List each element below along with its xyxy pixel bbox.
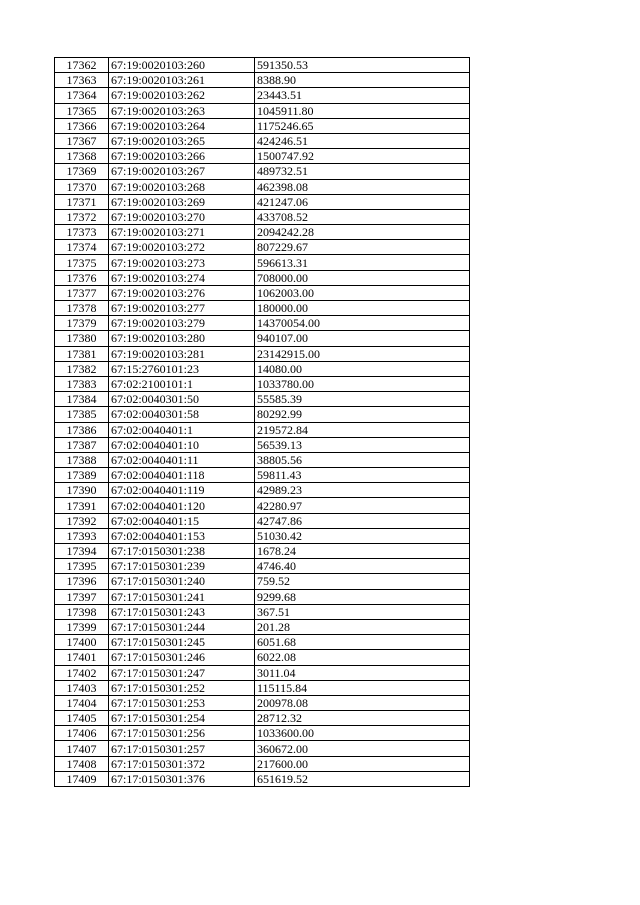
row-number-cell: 17392 <box>55 513 109 528</box>
cadastral-number-cell: 67:19:0020103:265 <box>109 133 255 148</box>
value-cell: 59811.43 <box>255 468 470 483</box>
row-number-cell: 17393 <box>55 528 109 543</box>
cadastral-number-cell: 67:19:0020103:264 <box>109 118 255 133</box>
value-cell: 115115.84 <box>255 680 470 695</box>
cadastral-number-cell: 67:02:2100101:1 <box>109 376 255 391</box>
row-number-cell: 17396 <box>55 574 109 589</box>
value-cell: 1175246.65 <box>255 118 470 133</box>
table-row <box>55 285 470 300</box>
row-number-cell: 17388 <box>55 452 109 467</box>
cadastral-number-cell: 67:02:0040401:1 <box>109 422 255 437</box>
value-cell: 1045911.80 <box>255 103 470 118</box>
value-cell: 28712.32 <box>255 711 470 726</box>
table-row <box>55 133 470 148</box>
value-cell: 23142915.00 <box>255 346 470 361</box>
value-cell: 38805.56 <box>255 452 470 467</box>
table-row <box>55 346 470 361</box>
table-row <box>55 604 470 619</box>
row-number-cell: 17389 <box>55 468 109 483</box>
table-row <box>55 361 470 376</box>
row-number-cell: 17401 <box>55 650 109 665</box>
cadastral-number-cell: 67:19:0020103:269 <box>109 194 255 209</box>
cadastral-number-cell: 67:17:0150301:246 <box>109 650 255 665</box>
row-number-cell: 17394 <box>55 544 109 559</box>
cadastral-number-cell: 67:17:0150301:241 <box>109 589 255 604</box>
value-cell: 596613.31 <box>255 255 470 270</box>
table-row <box>55 650 470 665</box>
row-number-cell: 17403 <box>55 680 109 695</box>
row-number-cell: 17380 <box>55 331 109 346</box>
value-cell: 201.28 <box>255 619 470 634</box>
value-cell: 1033780.00 <box>255 376 470 391</box>
value-cell: 1062003.00 <box>255 285 470 300</box>
cadastral-number-cell: 67:17:0150301:247 <box>109 665 255 680</box>
value-cell: 462398.08 <box>255 179 470 194</box>
table-row <box>55 118 470 133</box>
value-cell: 6022.08 <box>255 650 470 665</box>
table-row <box>55 270 470 285</box>
table-row <box>55 452 470 467</box>
cadastral-number-cell: 67:19:0020103:260 <box>109 58 255 73</box>
table-row <box>55 513 470 528</box>
row-number-cell: 17383 <box>55 376 109 391</box>
row-number-cell: 17387 <box>55 437 109 452</box>
table-row <box>55 437 470 452</box>
table-row <box>55 422 470 437</box>
table-row <box>55 711 470 726</box>
table-row <box>55 376 470 391</box>
row-number-cell: 17398 <box>55 604 109 619</box>
row-number-cell: 17405 <box>55 711 109 726</box>
value-cell: 940107.00 <box>255 331 470 346</box>
value-cell: 23443.51 <box>255 88 470 103</box>
value-cell: 217600.00 <box>255 756 470 771</box>
cadastral-number-cell: 67:19:0020103:261 <box>109 73 255 88</box>
table-row <box>55 149 470 164</box>
cadastral-number-cell: 67:17:0150301:252 <box>109 680 255 695</box>
value-cell: 2094242.28 <box>255 225 470 240</box>
table-row <box>55 619 470 634</box>
table-row <box>55 756 470 771</box>
row-number-cell: 17391 <box>55 498 109 513</box>
row-number-cell: 17376 <box>55 270 109 285</box>
value-cell: 51030.42 <box>255 528 470 543</box>
row-number-cell: 17367 <box>55 133 109 148</box>
cadastral-number-cell: 67:17:0150301:243 <box>109 604 255 619</box>
value-cell: 591350.53 <box>255 58 470 73</box>
row-number-cell: 17390 <box>55 483 109 498</box>
cadastral-number-cell: 67:19:0020103:276 <box>109 285 255 300</box>
cadastral-number-cell: 67:17:0150301:245 <box>109 635 255 650</box>
value-cell: 14370054.00 <box>255 316 470 331</box>
table-row <box>55 695 470 710</box>
row-number-cell: 17386 <box>55 422 109 437</box>
row-number-cell: 17397 <box>55 589 109 604</box>
table-row <box>55 255 470 270</box>
table-row <box>55 179 470 194</box>
value-cell: 1500747.92 <box>255 149 470 164</box>
table-row <box>55 331 470 346</box>
cadastral-number-cell: 67:19:0020103:280 <box>109 331 255 346</box>
value-cell: 200978.08 <box>255 695 470 710</box>
row-number-cell: 17363 <box>55 73 109 88</box>
table-row <box>55 559 470 574</box>
value-cell: 3011.04 <box>255 665 470 680</box>
value-cell: 367.51 <box>255 604 470 619</box>
cadastral-number-cell: 67:19:0020103:279 <box>109 316 255 331</box>
value-cell: 56539.13 <box>255 437 470 452</box>
table-body <box>55 58 470 787</box>
cadastral-number-cell: 67:19:0020103:270 <box>109 209 255 224</box>
row-number-cell: 17362 <box>55 58 109 73</box>
row-number-cell: 17385 <box>55 407 109 422</box>
row-number-cell: 17409 <box>55 771 109 786</box>
row-number-cell: 17365 <box>55 103 109 118</box>
row-number-cell: 17372 <box>55 209 109 224</box>
value-cell: 421247.06 <box>255 194 470 209</box>
row-number-cell: 17395 <box>55 559 109 574</box>
table-row <box>55 392 470 407</box>
cadastral-number-cell: 67:19:0020103:266 <box>109 149 255 164</box>
value-cell: 424246.51 <box>255 133 470 148</box>
value-cell: 42989.23 <box>255 483 470 498</box>
cadastral-number-cell: 67:17:0150301:256 <box>109 726 255 741</box>
row-number-cell: 17384 <box>55 392 109 407</box>
row-number-cell: 17399 <box>55 619 109 634</box>
table-row <box>55 58 470 73</box>
value-cell: 708000.00 <box>255 270 470 285</box>
table-row <box>55 73 470 88</box>
table-row <box>55 665 470 680</box>
cadastral-number-cell: 67:02:0040401:120 <box>109 498 255 513</box>
table-row <box>55 483 470 498</box>
cadastral-number-cell: 67:17:0150301:372 <box>109 756 255 771</box>
table-row <box>55 240 470 255</box>
value-cell: 8388.90 <box>255 73 470 88</box>
cadastral-number-cell: 67:19:0020103:268 <box>109 179 255 194</box>
row-number-cell: 17373 <box>55 225 109 240</box>
cadastral-number-cell: 67:02:0040301:50 <box>109 392 255 407</box>
cadastral-number-cell: 67:19:0020103:277 <box>109 301 255 316</box>
row-number-cell: 17378 <box>55 301 109 316</box>
value-cell: 180000.00 <box>255 301 470 316</box>
cadastral-number-cell: 67:17:0150301:376 <box>109 771 255 786</box>
row-number-cell: 17402 <box>55 665 109 680</box>
value-cell: 360672.00 <box>255 741 470 756</box>
row-number-cell: 17381 <box>55 346 109 361</box>
cadastral-number-cell: 67:02:0040301:58 <box>109 407 255 422</box>
value-cell: 6051.68 <box>255 635 470 650</box>
cadastral-number-cell: 67:19:0020103:273 <box>109 255 255 270</box>
cadastral-number-cell: 67:19:0020103:262 <box>109 88 255 103</box>
cadastral-number-cell: 67:19:0020103:281 <box>109 346 255 361</box>
cadastral-number-cell: 67:02:0040401:118 <box>109 468 255 483</box>
table-row <box>55 103 470 118</box>
row-number-cell: 17370 <box>55 179 109 194</box>
table-row <box>55 407 470 422</box>
table-row <box>55 468 470 483</box>
value-cell: 433708.52 <box>255 209 470 224</box>
row-number-cell: 17364 <box>55 88 109 103</box>
row-number-cell: 17382 <box>55 361 109 376</box>
table-row <box>55 680 470 695</box>
value-cell: 55585.39 <box>255 392 470 407</box>
table-row <box>55 209 470 224</box>
row-number-cell: 17407 <box>55 741 109 756</box>
table-row <box>55 164 470 179</box>
row-number-cell: 17366 <box>55 118 109 133</box>
table-row <box>55 635 470 650</box>
value-cell: 759.52 <box>255 574 470 589</box>
row-number-cell: 17377 <box>55 285 109 300</box>
cadastral-number-cell: 67:19:0020103:274 <box>109 270 255 285</box>
table-row <box>55 225 470 240</box>
row-number-cell: 17374 <box>55 240 109 255</box>
cadastral-number-cell: 67:02:0040401:119 <box>109 483 255 498</box>
value-cell: 807229.67 <box>255 240 470 255</box>
row-number-cell: 17400 <box>55 635 109 650</box>
table-row <box>55 301 470 316</box>
table-row <box>55 528 470 543</box>
cadastral-number-cell: 67:17:0150301:257 <box>109 741 255 756</box>
value-cell: 219572.84 <box>255 422 470 437</box>
value-cell: 42280.97 <box>255 498 470 513</box>
cadastral-number-cell: 67:19:0020103:263 <box>109 103 255 118</box>
row-number-cell: 17368 <box>55 149 109 164</box>
cadastral-number-cell: 67:17:0150301:253 <box>109 695 255 710</box>
cadastral-number-cell: 67:19:0020103:267 <box>109 164 255 179</box>
table-row <box>55 771 470 786</box>
value-cell: 1033600.00 <box>255 726 470 741</box>
value-cell: 14080.00 <box>255 361 470 376</box>
cadastral-number-cell: 67:02:0040401:11 <box>109 452 255 467</box>
value-cell: 4746.40 <box>255 559 470 574</box>
table-row <box>55 574 470 589</box>
row-number-cell: 17379 <box>55 316 109 331</box>
cadastral-number-cell: 67:19:0020103:271 <box>109 225 255 240</box>
table-row <box>55 88 470 103</box>
value-cell: 651619.52 <box>255 771 470 786</box>
cadastral-number-cell: 67:17:0150301:239 <box>109 559 255 574</box>
table-row <box>55 544 470 559</box>
cadastral-number-cell: 67:17:0150301:254 <box>109 711 255 726</box>
table-row <box>55 316 470 331</box>
row-number-cell: 17408 <box>55 756 109 771</box>
table-row <box>55 741 470 756</box>
table-row <box>55 498 470 513</box>
cadastral-number-cell: 67:02:0040401:153 <box>109 528 255 543</box>
cadastral-number-cell: 67:15:2760101:23 <box>109 361 255 376</box>
value-cell: 489732.51 <box>255 164 470 179</box>
table-row <box>55 726 470 741</box>
cadastral-number-cell: 67:17:0150301:240 <box>109 574 255 589</box>
value-cell: 80292.99 <box>255 407 470 422</box>
value-cell: 1678.24 <box>255 544 470 559</box>
row-number-cell: 17406 <box>55 726 109 741</box>
row-number-cell: 17375 <box>55 255 109 270</box>
table-row <box>55 589 470 604</box>
cadastral-number-cell: 67:17:0150301:244 <box>109 619 255 634</box>
cadastral-number-cell: 67:02:0040401:15 <box>109 513 255 528</box>
cadastral-number-cell: 67:19:0020103:272 <box>109 240 255 255</box>
value-cell: 42747.86 <box>255 513 470 528</box>
table-row <box>55 194 470 209</box>
row-number-cell: 17369 <box>55 164 109 179</box>
cadastral-number-cell: 67:02:0040401:10 <box>109 437 255 452</box>
row-number-cell: 17371 <box>55 194 109 209</box>
data-table <box>54 57 470 787</box>
cadastral-number-cell: 67:17:0150301:238 <box>109 544 255 559</box>
value-cell: 9299.68 <box>255 589 470 604</box>
row-number-cell: 17404 <box>55 695 109 710</box>
